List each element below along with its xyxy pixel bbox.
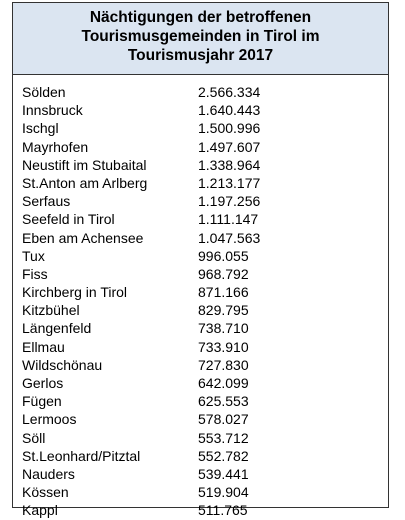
overnight-stays-value: 968.792	[198, 265, 249, 282]
title-line-2: Tourismusgemeinden in Tirol im	[81, 28, 320, 45]
table-row	[13, 447, 388, 465]
municipality-name: Lermoos	[22, 411, 77, 428]
municipality-name: Söll	[22, 429, 46, 446]
overnight-stays-value: 519.904	[198, 484, 249, 501]
municipality-name: Kirchberg in Tirol	[22, 284, 128, 301]
table-row	[13, 119, 388, 137]
table-row	[13, 283, 388, 301]
table-row	[13, 319, 388, 337]
table-row	[13, 392, 388, 410]
table-row	[13, 101, 388, 119]
municipality-name: Kappl	[22, 502, 58, 519]
municipality-name: Kitzbühel	[22, 302, 80, 319]
overnight-stays-value: 511.765	[198, 502, 248, 519]
municipality-name: St.Anton am Arlberg	[22, 174, 148, 191]
municipality-name: Eben am Achensee	[22, 229, 144, 246]
municipality-name: Innsbruck	[22, 102, 83, 119]
municipality-name: Wildschönau	[22, 356, 103, 373]
overnight-stays-value: 829.795	[198, 302, 249, 319]
overnight-stays-value: 1.213.177	[198, 174, 261, 191]
overnight-stays-value: 642.099	[198, 375, 249, 391]
municipality-name: Sölden	[22, 84, 66, 100]
overnight-stays-value: 738.710	[198, 320, 249, 337]
table-header	[13, 3, 388, 75]
overnight-stays-value: 2.566.334	[198, 84, 261, 100]
table-row	[13, 138, 388, 156]
municipality-name: Kössen	[22, 484, 69, 501]
table-row	[13, 338, 388, 356]
table-row	[13, 374, 388, 392]
table-row	[13, 210, 388, 228]
overnight-stays-value: 871.166	[198, 284, 249, 301]
overnight-stays-value: 1.640.443	[198, 102, 261, 119]
title-line-1: Nächtigungen der betroffenen	[89, 9, 312, 26]
overnight-stays-value: 733.910	[198, 338, 249, 355]
municipality-name: Seefeld in Tirol	[22, 211, 115, 228]
municipality-name: St.Leonhard/Pitztal	[22, 447, 141, 464]
table-row	[13, 410, 388, 428]
title-line-3: Tourismusjahr 2017	[127, 47, 274, 64]
municipality-name: Neustift im Stubaital	[22, 156, 147, 173]
municipality-name: Gerlos	[22, 375, 64, 391]
overnight-stays-value: 727.830	[198, 356, 249, 373]
table-row	[13, 174, 388, 192]
overnight-stays-value: 996.055	[198, 247, 249, 264]
table-row	[13, 192, 388, 210]
table-row	[13, 465, 388, 483]
overnight-stays-value: 578.027	[198, 411, 249, 428]
municipality-name: Längenfeld	[22, 320, 92, 337]
overnight-stays-value: 1.047.563	[198, 229, 261, 246]
overnight-stays-value: 1.500.996	[198, 120, 261, 137]
overnight-stays-value: 1.497.607	[198, 138, 261, 155]
table-row	[13, 265, 388, 283]
municipality-name: Ellmau	[22, 338, 65, 355]
municipality-name: Nauders	[22, 465, 75, 482]
municipality-name: Fügen	[22, 393, 62, 410]
overnight-stays-value: 553.712	[198, 429, 249, 446]
table-row	[13, 83, 388, 101]
overnight-stays-value: 539.441	[198, 465, 249, 482]
municipality-name: Mayrhofen	[22, 138, 89, 155]
table-row	[13, 501, 388, 519]
municipality-name: Ischgl	[22, 120, 59, 137]
table-row	[13, 483, 388, 501]
table-row	[13, 356, 388, 374]
table-row	[13, 156, 388, 174]
municipality-name: Tux	[22, 247, 45, 264]
overnight-stays-value: 1.111.147	[198, 211, 259, 228]
municipality-name: Serfaus	[22, 193, 71, 210]
table-row	[13, 429, 388, 447]
overnight-stays-value: 552.782	[198, 447, 249, 464]
table-row	[13, 229, 388, 247]
municipality-name: Fiss	[22, 265, 48, 282]
table-row	[13, 301, 388, 319]
table-row	[13, 247, 388, 265]
overnight-stays-value: 1.338.964	[198, 156, 261, 173]
overnight-stays-value: 1.197.256	[198, 193, 261, 210]
overnight-stays-value: 625.553	[198, 393, 249, 410]
table-body	[13, 75, 388, 520]
overnight-stays-table	[12, 2, 389, 519]
